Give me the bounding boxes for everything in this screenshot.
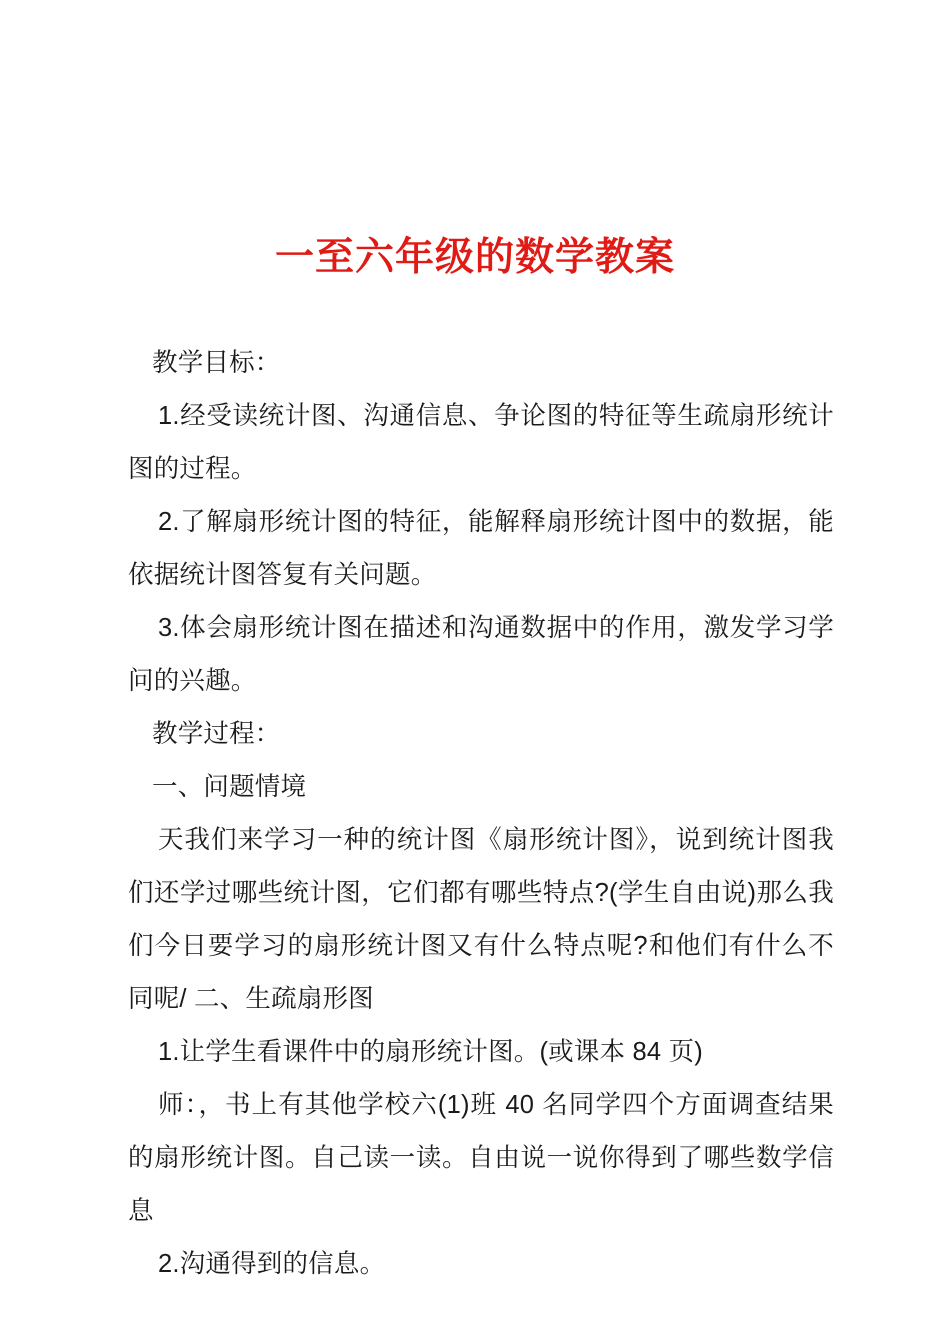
- paragraph-step-2: 2.沟通得到的信息。: [158, 1250, 386, 1278]
- paragraph-objective-2: 2.了解扇形统计图的特征，能解释扇形统计图中的数据，能依据统计图答复有关问题。: [128, 508, 834, 589]
- paragraph-section-one-body: 天我们来学习一种的统计图《扇形统计图》，说到统计图我们还学过哪些统计图，它们都有哪些特点?(学生自由说)那么我们今日要学习的扇形统计图又有什么特点呢?和他们有什么不同呢/ 二、生疏扇形图: [128, 826, 834, 1013]
- paragraph-objective-3: 3.体会扇形统计图在描述和沟通数据中的作用，激发学习学问的兴趣。: [128, 614, 834, 695]
- paragraph-step-1: 1.让学生看课件中的扇形统计图。(或课本 84 页): [158, 1038, 703, 1066]
- paragraph-objectives-heading: 教学目标：: [152, 349, 281, 377]
- document-body: [128, 337, 834, 1291]
- paragraph-section-one: 一、问题情境: [152, 773, 307, 801]
- paragraph-step-1-teacher: 师：，书上有其他学校六(1)班 40 名同学四个方面调查结果的扇形统计图。自己读一读。自由说一说你得到了哪些数学信息: [128, 1091, 834, 1225]
- paragraph-process-heading: 教学过程：: [152, 720, 281, 748]
- paragraph-objective-1: 1.经受读统计图、沟通信息、争论图的特征等生疏扇形统计图的过程。: [128, 402, 834, 483]
- page-title: 一至六年级的数学教案: [274, 236, 675, 280]
